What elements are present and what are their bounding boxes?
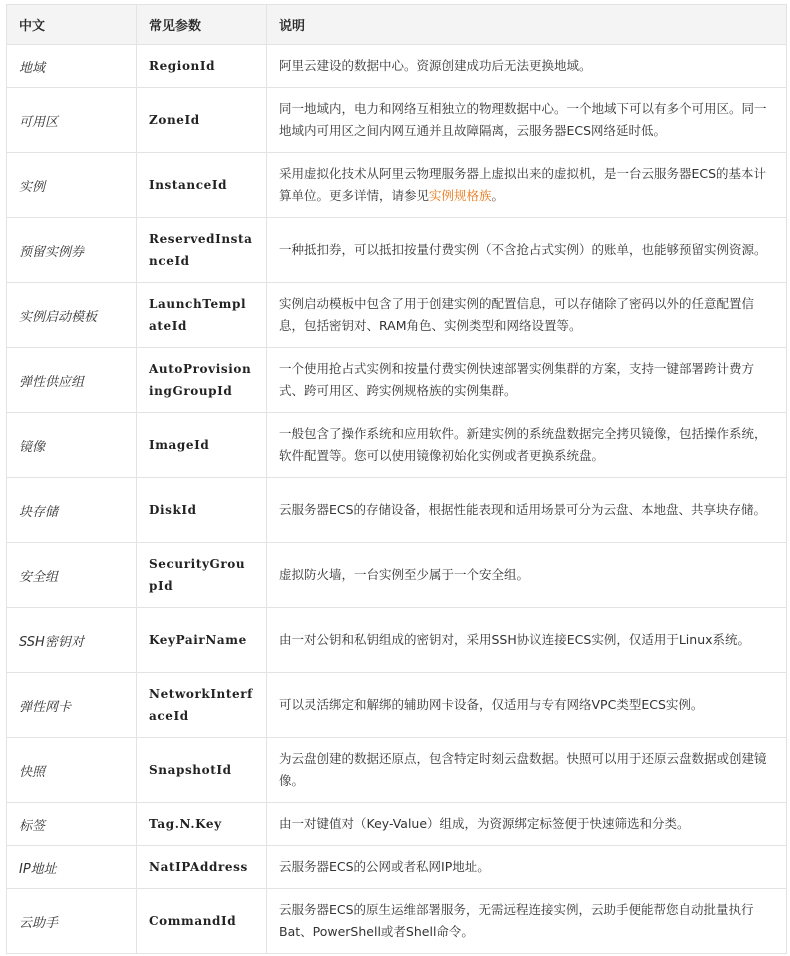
table-row bbox=[7, 348, 787, 413]
table-row bbox=[7, 889, 787, 954]
cell-desc: 为云盘创建的数据还原点，包含特定时刻云盘数据。快照可以用于还原云盘数据或创建镜像。 bbox=[267, 738, 787, 803]
cell-param: SnapshotId bbox=[137, 738, 267, 803]
cell-cn: 地域 bbox=[7, 45, 137, 88]
cell-cn: 实例 bbox=[7, 153, 137, 218]
cell-desc: 一种抵扣券，可以抵扣按量付费实例（不含抢占式实例）的账单，也能够预留实例资源。 bbox=[267, 218, 787, 283]
cell-desc bbox=[267, 153, 787, 218]
header-desc: 说明 bbox=[267, 5, 787, 45]
desc-text: 采用虚拟化技术从阿里云物理服务器上虚拟出来的虚拟机，是一台云服务器ECS的基本计算单位。更多详情，请参见 bbox=[279, 166, 767, 203]
cell-param: AutoProvisioningGroupId bbox=[137, 348, 267, 413]
params-table bbox=[6, 4, 787, 954]
cell-cn: SSH密钥对 bbox=[7, 608, 137, 673]
cell-cn: 云助手 bbox=[7, 889, 137, 954]
cell-param: ImageId bbox=[137, 413, 267, 478]
cell-cn: 弹性网卡 bbox=[7, 673, 137, 738]
table-row bbox=[7, 543, 787, 608]
cell-param: SecurityGroupId bbox=[137, 543, 267, 608]
cell-param: NatIPAddress bbox=[137, 846, 267, 889]
table-row bbox=[7, 283, 787, 348]
cell-desc: 阿里云建设的数据中心。资源创建成功后无法更换地域。 bbox=[267, 45, 787, 88]
cell-param: DiskId bbox=[137, 478, 267, 543]
cell-param: InstanceId bbox=[137, 153, 267, 218]
cell-cn: IP地址 bbox=[7, 846, 137, 889]
cell-desc: 一个使用抢占式实例和按量付费实例快速部署实例集群的方案，支持一键部署跨计费方式、跨可用区、跨实例规格族的实例集群。 bbox=[267, 348, 787, 413]
cell-param: KeyPairName bbox=[137, 608, 267, 673]
header-row bbox=[7, 5, 787, 45]
table-row bbox=[7, 846, 787, 889]
cell-cn: 弹性供应组 bbox=[7, 348, 137, 413]
cell-cn: 实例启动模板 bbox=[7, 283, 137, 348]
table-row bbox=[7, 88, 787, 153]
cell-param: LaunchTemplateId bbox=[137, 283, 267, 348]
cell-desc: 实例启动模板中包含了用于创建实例的配置信息，可以存储除了密码以外的任意配置信息，包括密钥对、RAM角色、实例类型和网络设置等。 bbox=[267, 283, 787, 348]
cell-cn: 预留实例券 bbox=[7, 218, 137, 283]
header-cn: 中文 bbox=[7, 5, 137, 45]
cell-desc: 可以灵活绑定和解绑的辅助网卡设备，仅适用与专有网络VPC类型ECS实例。 bbox=[267, 673, 787, 738]
cell-desc: 云服务器ECS的公网或者私网IP地址。 bbox=[267, 846, 787, 889]
table-row bbox=[7, 673, 787, 738]
cell-param: ReservedInstanceId bbox=[137, 218, 267, 283]
cell-cn: 安全组 bbox=[7, 543, 137, 608]
table-row bbox=[7, 803, 787, 846]
cell-cn: 可用区 bbox=[7, 88, 137, 153]
cell-desc: 虚拟防火墙，一台实例至少属于一个安全组。 bbox=[267, 543, 787, 608]
cell-param: NetworkInterfaceId bbox=[137, 673, 267, 738]
cell-cn: 标签 bbox=[7, 803, 137, 846]
header-param: 常见参数 bbox=[137, 5, 267, 45]
table-row bbox=[7, 153, 787, 218]
table-row bbox=[7, 45, 787, 88]
table-body bbox=[7, 45, 787, 954]
cell-cn: 块存储 bbox=[7, 478, 137, 543]
table-row bbox=[7, 218, 787, 283]
table-header bbox=[7, 5, 787, 45]
cell-param: ZoneId bbox=[137, 88, 267, 153]
instance-family-link[interactable]: 实例规格族 bbox=[429, 188, 492, 203]
table-row bbox=[7, 478, 787, 543]
table-row bbox=[7, 413, 787, 478]
cell-desc: 由一对公钥和私钥组成的密钥对，采用SSH协议连接ECS实例，仅适用于Linux系统。 bbox=[267, 608, 787, 673]
table-row bbox=[7, 608, 787, 673]
cell-desc: 由一对键值对（Key-Value）组成，为资源绑定标签便于快速筛选和分类。 bbox=[267, 803, 787, 846]
cell-desc: 云服务器ECS的存储设备，根据性能表现和适用场景可分为云盘、本地盘、共享块存储。 bbox=[267, 478, 787, 543]
cell-param: Tag.N.Key bbox=[137, 803, 267, 846]
cell-desc: 云服务器ECS的原生运维部署服务，无需远程连接实例，云助手便能帮您自动批量执行Bat、PowerShell或者Shell命令。 bbox=[267, 889, 787, 954]
table-row bbox=[7, 738, 787, 803]
cell-param: CommandId bbox=[137, 889, 267, 954]
cell-param: RegionId bbox=[137, 45, 267, 88]
cell-desc: 同一地域内，电力和网络互相独立的物理数据中心。一个地域下可以有多个可用区。同一地域内可用区之间内网互通并且故障隔离，云服务器ECS网络延时低。 bbox=[267, 88, 787, 153]
cell-cn: 快照 bbox=[7, 738, 137, 803]
desc-text-end: 。 bbox=[491, 188, 505, 203]
cell-cn: 镜像 bbox=[7, 413, 137, 478]
cell-desc: 一般包含了操作系统和应用软件。新建实例的系统盘数据完全拷贝镜像，包括操作系统，软件配置等。您可以使用镜像初始化实例或者更换系统盘。 bbox=[267, 413, 787, 478]
